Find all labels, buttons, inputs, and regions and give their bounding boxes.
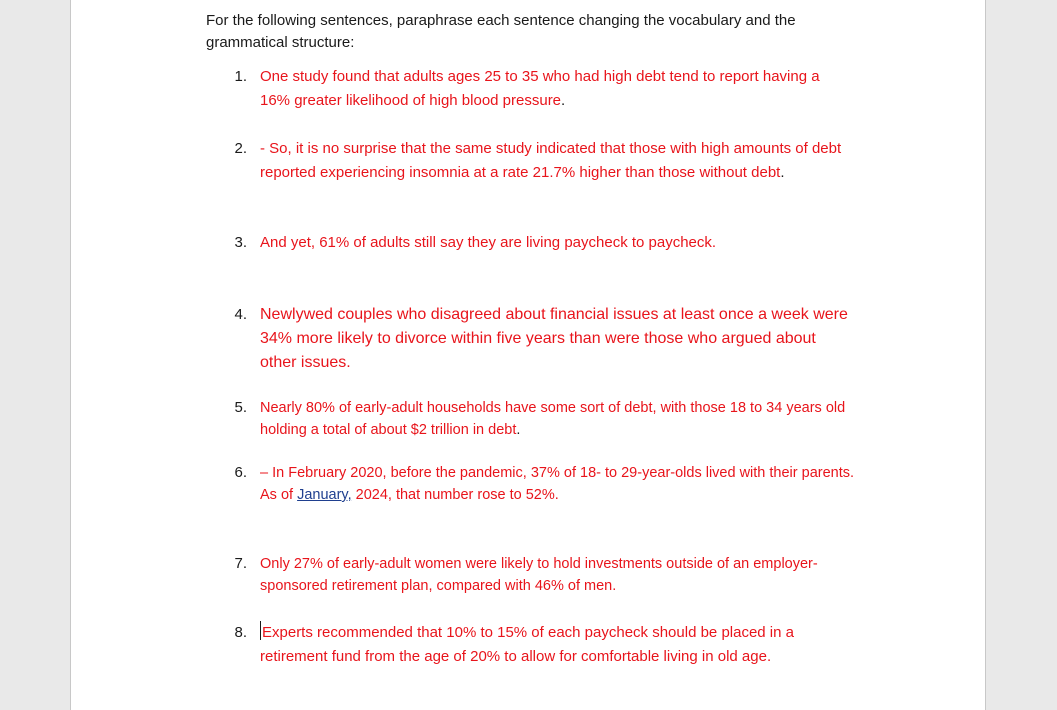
list-item-text[interactable]: And yet, 61% of adults still say they are living paycheck to paycheck. [260, 234, 717, 251]
sentence-text: Experts recommended that 10% to 15% of each paycheck should be placed in a retirement fund from the age of 20% to allow for comfortable living in old age. [260, 624, 794, 665]
list-number: 5. [234, 399, 247, 416]
list-item-text[interactable] [260, 462, 860, 506]
sentence-period: . [561, 92, 566, 109]
instructions-paragraph: For the following sentences, paraphrase each sentence changing the vocabulary and the grammatical structure: [206, 12, 796, 51]
sentence-text: One study found that adults ages 25 to 35 who had high debt tend to report having a 16% greater likelihood of high blood pressure [260, 68, 820, 109]
sentence-text-end: 2024, that number rose to 52%. [351, 487, 559, 503]
list-number: 6. [234, 464, 247, 481]
list-item-text[interactable] [260, 65, 830, 113]
underlined-word[interactable]: January, [297, 487, 352, 503]
list-item-text[interactable] [260, 621, 860, 669]
sentence-period: . [780, 164, 785, 181]
list-number: 3. [234, 234, 247, 251]
text-cursor [260, 621, 261, 640]
list-item-text[interactable]: Only 27% of early-adult women were likely to hold investments outside of an employer-sponsored retirement plan, compared with 46% of men. [260, 556, 818, 594]
list-item-text[interactable] [260, 137, 860, 185]
sentence-text-start: – In February 2020, before the pandemic, 37% of 18- to 29-year-olds lived with their parents. As of [260, 465, 855, 503]
list-number: 1. [234, 68, 247, 85]
document-page[interactable] [70, 0, 986, 710]
list-number: 8. [234, 624, 247, 641]
list-number: 2. [234, 140, 247, 157]
sentence-text: - So, it is no surprise that the same study indicated that those with high amounts of debt reported experiencing insomnia at a rate 21.7% higher than those without debt [260, 140, 842, 181]
list-item-text[interactable] [260, 397, 850, 441]
sentence-period: . [516, 422, 521, 438]
list-item-text[interactable]: Newlywed couples who disagreed about financial issues at least once a week were 34% more likely to divorce within five years than were those who argued about other issues. [260, 306, 848, 371]
list-number: 7. [234, 555, 247, 572]
sentence-text: Nearly 80% of early-adult households have some sort of debt, with those 18 to 34 years old holding a total of about $2 trillion in debt [260, 400, 846, 438]
list-number: 4. [234, 306, 247, 323]
